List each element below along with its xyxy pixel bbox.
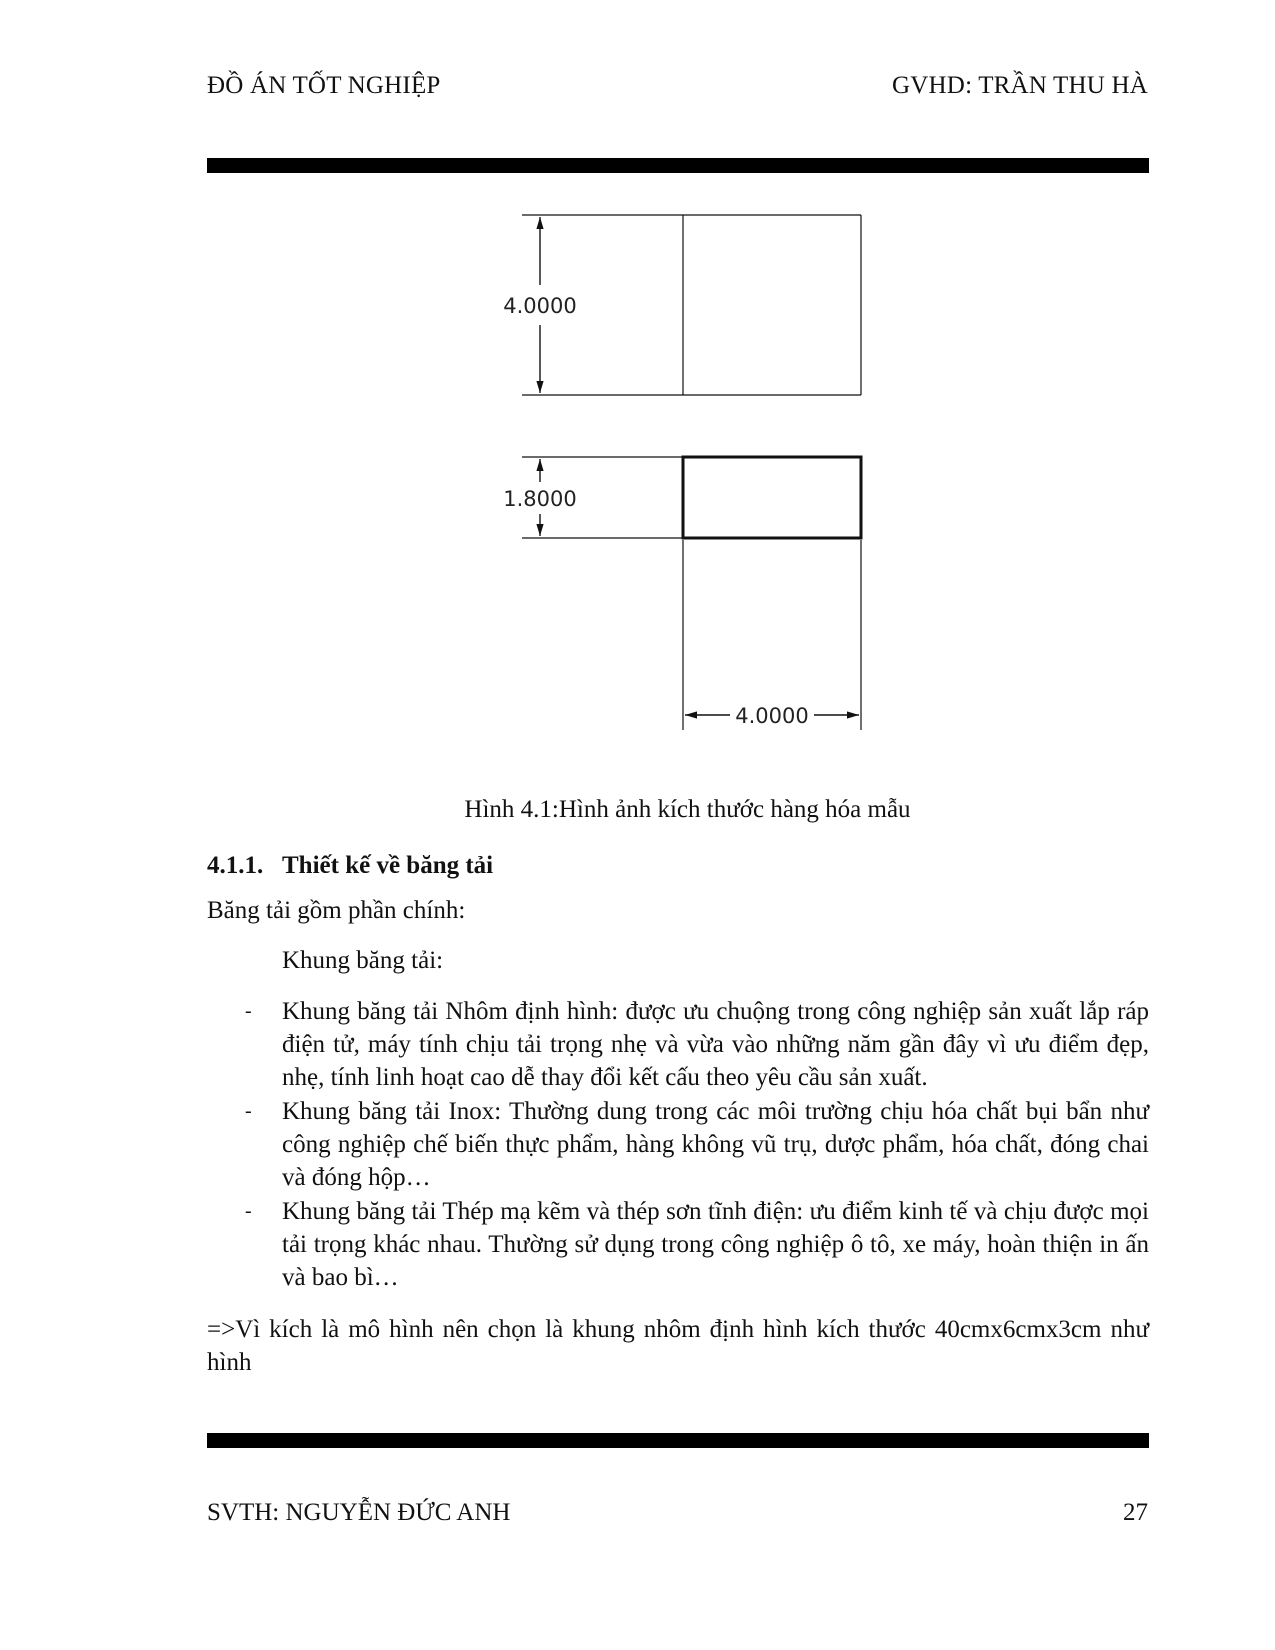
bullet-marker: -	[245, 1100, 252, 1122]
header-title: ĐỒ ÁN TỐT NGHIỆP	[207, 72, 441, 99]
section-heading	[207, 852, 493, 880]
list-item-text: Khung băng tải Thép mạ kẽm và thép sơn tĩnh điện: ưu điểm kinh tế và chịu được mọi tải trọng khác nhau. Thường sử dụng trong công nghiệp ô tô, xe máy, hoàn thiện in ấn và bao bì…	[282, 1198, 1149, 1291]
bottom-view	[503, 457, 861, 730]
header-advisor: GVHD: TRẦN THU HÀ	[892, 72, 1148, 99]
top-view	[503, 215, 861, 395]
page-number: 27	[1123, 1499, 1148, 1526]
figure-caption: Hình 4.1:Hình ảnh kích thước hàng hóa mẫu	[464, 796, 911, 823]
dimension-drawing	[0, 0, 1275, 760]
subheading-paragraph: Khung băng tải:	[282, 947, 444, 974]
bullet-marker: -	[245, 1000, 252, 1022]
list-item	[207, 1095, 1149, 1194]
list-item-text: Khung băng tải Inox: Thường dung trong các môi trường chịu hóa chất bụi bẩn như công nghiệp chế biến thực phẩm, hàng không vũ trụ, dược phẩm, hóa chất, đóng chai và đóng hộp…	[282, 1098, 1149, 1191]
list-item-text: Khung băng tải Nhôm định hình: được ưu chuộng trong công nghiệp sản xuất lắp ráp điện tử, máy tính chịu tải trọng nhẹ và vừa vào những năm gần đây vì ưu điểm đẹp, nhẹ, tính linh hoạt cao dễ thay đổi kết cấu theo yêu cầu sản xuất.	[282, 998, 1149, 1091]
section-title: Thiết kế về băng tải	[282, 852, 494, 879]
footer-student: SVTH: NGUYỄN ĐỨC ANH	[207, 1499, 511, 1526]
dim-width-label: 4.0000	[735, 704, 809, 728]
dim-top-height-label: 4.0000	[503, 294, 577, 318]
list-item	[207, 1195, 1149, 1294]
conclusion-paragraph: =>Vì kích là mô hình nên chọn là khung nhôm định hình kích thước 40cmx6cmx3cm như hình	[207, 1316, 1149, 1376]
section-number: 4.1.1.	[207, 852, 264, 879]
footer-rule	[207, 1433, 1149, 1448]
dimension-figure	[0, 0, 1275, 760]
bullet-marker: -	[245, 1200, 252, 1222]
list-item	[207, 995, 1149, 1094]
frame-type-list	[207, 995, 1149, 1295]
intro-paragraph: Băng tải gồm phần chính:	[207, 897, 466, 924]
dim-bottom-height-label: 1.8000	[503, 487, 577, 511]
